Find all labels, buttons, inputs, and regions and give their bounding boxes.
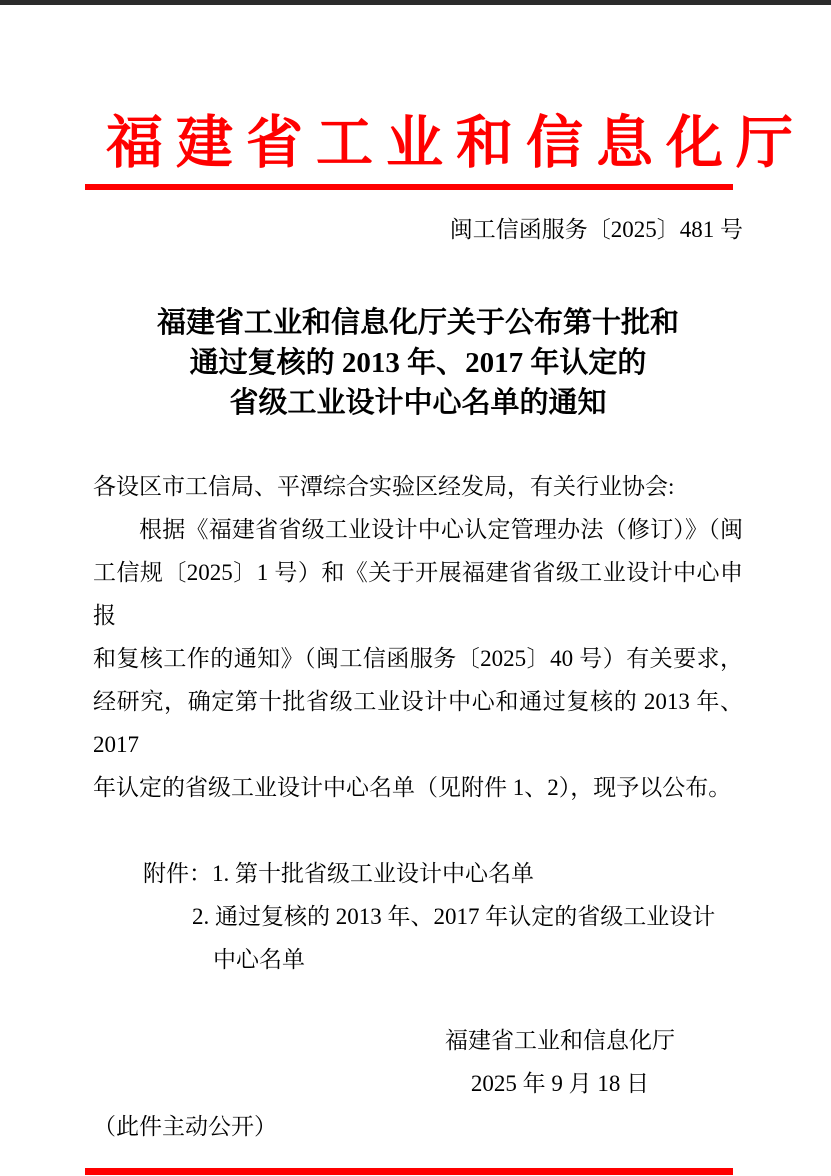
top-edge-bar — [0, 0, 831, 5]
salutation-line: 各设区市工信局、平潭综合实验区经发局，有关行业协会: — [93, 474, 675, 499]
document-title-line-3: 省级工业设计中心名单的通知 — [229, 387, 607, 419]
letterhead-agency-title: 福建省工业和信息化厅 — [106, 112, 806, 175]
body-line: 经研究，确定第十批省级工业设计中心和通过复核的 2013 年、2017 — [93, 689, 743, 757]
document-content — [0, 112, 831, 1175]
attachment-item-1: 附件：1. 第十批省级工业设计中心名单 — [143, 861, 534, 886]
letterhead-double-rule — [85, 184, 733, 190]
document-title — [93, 303, 743, 423]
document-title-line-1: 福建省工业和信息化厅关于公布第十批和 — [156, 307, 679, 339]
signature-block — [445, 1019, 675, 1105]
attachment-item-2-continuation: 中心名单 — [213, 947, 305, 972]
body-line: 和复核工作的通知》（闽工信函服务〔2025〕40 号）有关要求， — [93, 646, 743, 671]
document-title-line-2: 通过复核的 2013 年、2017 年认定的 — [189, 347, 647, 379]
issuing-agency: 福建省工业和信息化厅 — [445, 1028, 675, 1053]
disclosure-note: （此件主动公开） — [93, 1114, 277, 1139]
body-line: 年认定的省级工业设计中心名单（见附件 1、2），现予以公布。 — [93, 775, 732, 800]
attachment-item-2: 2. 通过复核的 2013 年、2017 年认定的省级工业设计 — [192, 904, 716, 929]
body-line: 根据《福建省省级工业设计中心认定管理办法（修订）》（闽 — [139, 517, 743, 542]
footer-double-rule — [85, 1168, 733, 1175]
attachments-list — [93, 852, 743, 981]
body-paragraph — [93, 508, 743, 809]
document-reference-number: 闽工信函服务〔2025〕481 号 — [449, 217, 743, 242]
body-line: 工信规〔2025〕1 号）和《关于开展福建省省级工业设计中心申报 — [93, 560, 743, 628]
issue-date: 2025 年 9 月 18 日 — [470, 1071, 650, 1096]
